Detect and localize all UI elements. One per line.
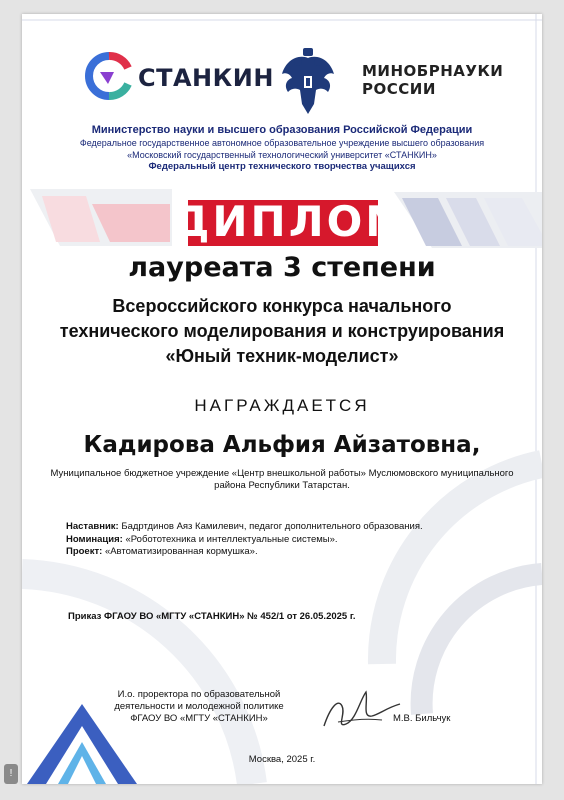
signer-position [104,689,294,725]
ministry-logo [362,62,503,98]
project-row [66,546,423,559]
signer-position-line-2: деятельности и молодежной политике [114,701,284,712]
ministry-logo-line1: МИНОБРНАУКИ [362,62,504,80]
issue-place-year: Москва, 2025 г. [248,754,316,765]
mentor-row [66,521,423,534]
signer-position-line-1: И.о. проректора по образовательной [117,689,281,700]
contest-line-2: технического моделирования и конструирования [59,321,505,341]
stankin-wordmark: СТАНКИН [138,64,274,92]
institution-line-1: Муниципальное бюджетное учреждение «Центр внешкольной работы» Муслюмовского муниципального [50,468,514,479]
stankin-logo [84,50,274,110]
right-arc-2 [422,574,542,714]
recipient-institution [30,468,534,492]
university-name: «Московский государственный технологический университет «СТАНКИН» [127,150,437,160]
institution-type: Федеральное государственное автономное образовательное учреждение высшего образования [79,138,485,148]
awarded-label: НАГРАЖДАЕТСЯ [194,396,370,415]
mentor-label: Наставник: [66,521,119,532]
contest-line-1: Всероссийского конкурса начального [112,296,452,316]
handwritten-signature [316,678,406,738]
project-label: Проект: [66,546,103,557]
mentor-value: Бадртдинов Аяз Камилевич, педагог дополнительного образования. [121,521,423,532]
nomination-label: Номинация: [66,533,123,545]
contest-title [32,294,532,369]
institution-line-2: района Республики Татарстан. [214,480,350,491]
diploma-title: ДИПЛОМ [172,197,411,246]
signer-name: М.В. Бильчук [393,713,451,724]
award-details [66,521,423,559]
project-value: «Автоматизированная кормушка». [104,546,258,557]
stankin-emblem-icon [84,50,134,106]
order-reference: Приказ ФГАОУ ВО «МГТУ «СТАНКИН» № 452/1 от 26.05.2025 г. [68,611,356,622]
diploma-page [22,14,542,784]
contest-line-3: «Юный техник-моделист» [165,346,399,366]
double-headed-eagle-emblem-icon [276,44,340,120]
nomination-value: «Робототехника и интеллектуальные системы». [125,533,338,545]
image-info-button[interactable]: ! [4,764,18,784]
center-name: Федеральный центр технического творчества учащихся [148,161,416,172]
laureate-degree: лауреата 3 степени [128,252,436,283]
recipient-name: Кадирова Альфия Айзатовна, [83,432,481,458]
ministry-logo-line2: РОССИИ [362,80,436,98]
issuer-header [42,124,522,173]
signer-position-line-3: ФГАОУ ВО «МГТУ «СТАНКИН» [130,713,268,724]
nomination-row [66,534,423,547]
right-arc-1 [382,464,542,664]
ministry-name: Министерство науки и высшего образования Российской Федерации [91,124,473,136]
